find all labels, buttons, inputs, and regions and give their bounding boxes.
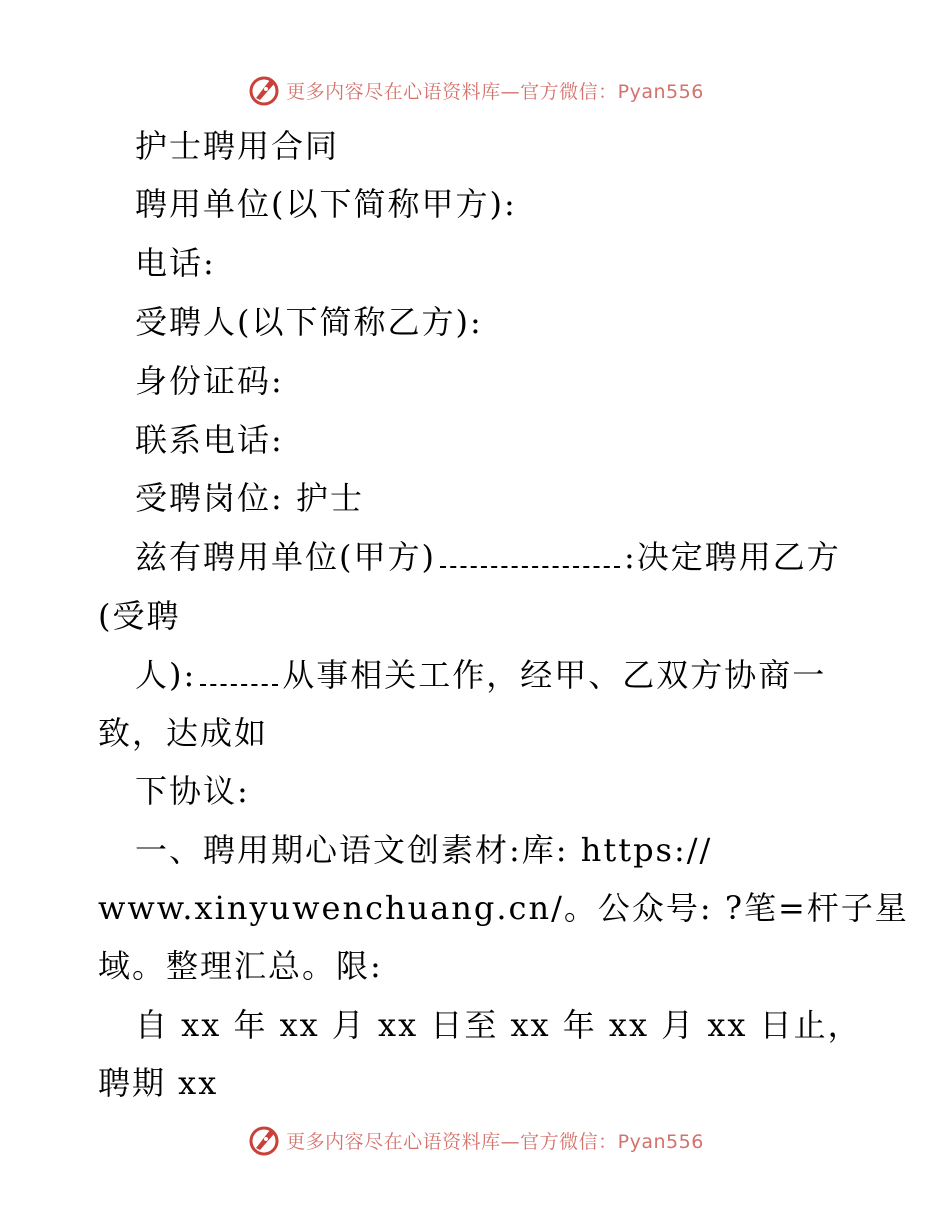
document-title: 护士聘用合同 <box>135 127 340 165</box>
summary-line: 域。整理汇总。限: <box>98 947 383 985</box>
agreement-line: 致，达成如 <box>98 714 269 752</box>
position-line: 受聘岗位: 护士 <box>135 479 364 517</box>
clause-intro-text-a: 兹有聘用单位(甲方) <box>135 538 436 576</box>
employee-blank <box>200 680 278 686</box>
footer-banner-text: 更多内容尽在心语资料库—官方微信：Pyan556 <box>286 1130 704 1153</box>
employee-work-text-b: 从事相关工作，经甲、乙双方协商一 <box>282 656 827 694</box>
pen-nib-logo-icon <box>246 72 282 108</box>
clause-intro-text-b: :决定聘用乙方 <box>623 538 841 576</box>
agreement-heading: 下协议: <box>135 772 250 810</box>
employer-blank <box>440 562 620 568</box>
footer-banner-content <box>246 1122 704 1158</box>
term-clause-line: 一、聘用期心语文创素材:库: https:// <box>135 831 713 869</box>
date-range-line: 自 xx 年 xx 月 xx 日至 xx 年 xx 月 xx 日止， <box>135 1006 862 1044</box>
header-banner <box>0 70 950 110</box>
term-length-line: 聘期 xx <box>98 1064 219 1102</box>
header-banner-content <box>246 72 704 108</box>
header-banner-text: 更多内容尽在心语资料库—官方微信：Pyan556 <box>286 80 704 103</box>
employee-work-line <box>135 655 826 695</box>
clause-intro-line <box>135 537 841 577</box>
clause-intro-continued: (受聘 <box>98 597 181 635</box>
url-line: www.xinyuwenchuang.cn/。公众号: ?笔=杆子星 <box>98 889 909 927</box>
employer-line: 聘用单位(以下简称甲方): <box>135 185 517 223</box>
footer-banner <box>0 1120 950 1160</box>
pen-nib-logo-icon <box>246 1122 282 1158</box>
phone-line: 电话: <box>135 244 216 282</box>
id-number-line: 身份证码: <box>135 362 284 400</box>
contact-phone-line: 联系电话: <box>135 421 284 459</box>
employee-line: 受聘人(以下简称乙方): <box>135 303 483 341</box>
employee-work-text-a: 人): <box>135 656 197 694</box>
